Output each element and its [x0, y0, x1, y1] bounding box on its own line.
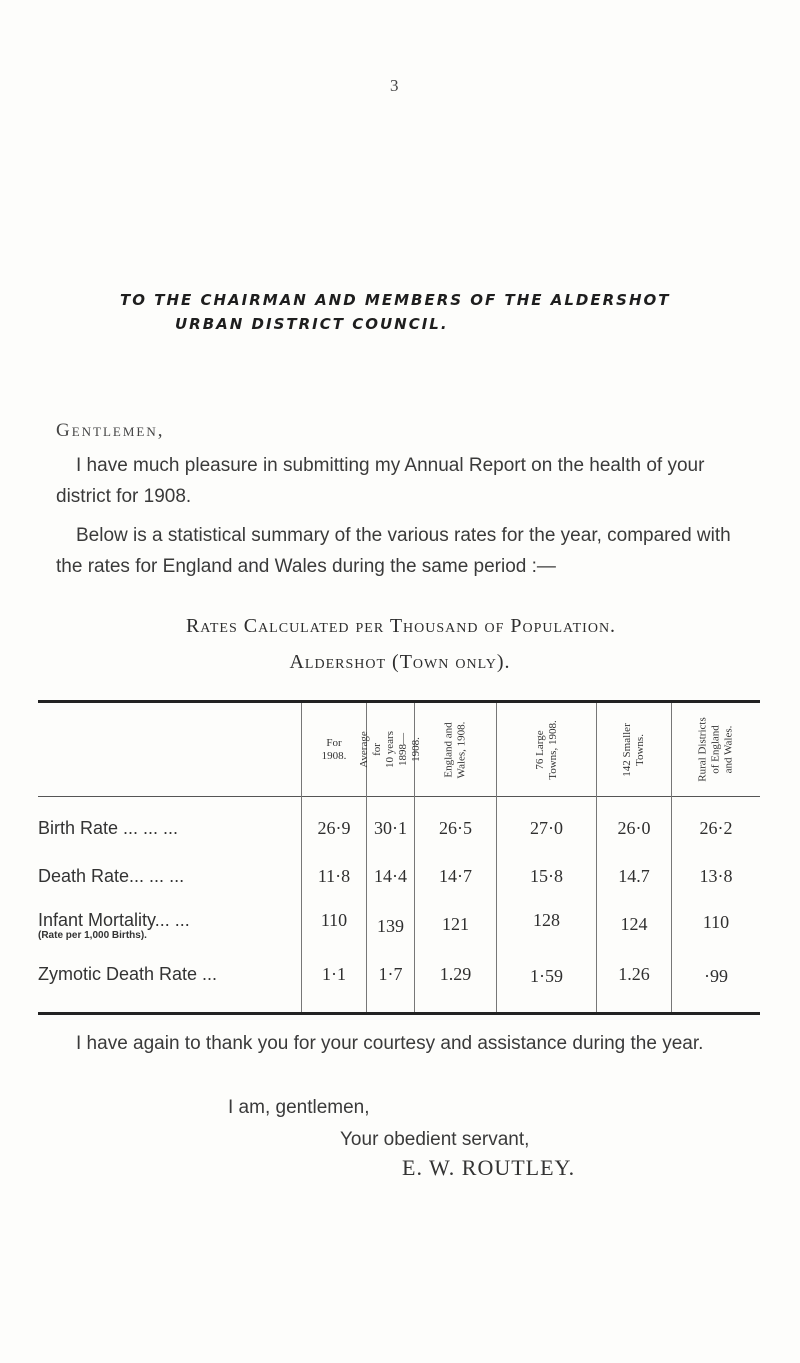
summary-paragraph: Below is a statistical summary of the various rates for the year, compared with the rates for England and Wales during the same period :— — [56, 525, 731, 577]
column-header-label: 142 Smaller Towns. — [621, 722, 646, 777]
column-header-label: Average for 10 years 1898—1908. — [358, 731, 422, 768]
table-cell: 1.26 — [618, 964, 650, 984]
table-cell: 26·2 — [699, 818, 733, 838]
column-header-label: 76 Large Towns, 1908. — [533, 719, 559, 780]
table-cell: 11·8 — [317, 866, 351, 886]
column-header — [497, 703, 596, 796]
column-header — [415, 703, 496, 796]
rates-subtitle: Aldershot (Town only). — [289, 651, 511, 673]
table-cell: 26·9 — [317, 818, 351, 838]
row-label-note: (Rate per 1,000 Births). — [38, 930, 147, 941]
table-cell: 30·1 — [374, 818, 407, 838]
table-cell: 1·1 — [322, 964, 346, 984]
signature: E. W. ROUTLEY. — [402, 1155, 576, 1180]
table-cell: 1·59 — [530, 966, 563, 986]
column-header-label: For 1908. — [321, 736, 347, 762]
column-header-label: England and Wales, 1908. — [442, 721, 468, 778]
table-cell: 14·4 — [374, 866, 407, 886]
table-cell: 1.29 — [439, 964, 472, 984]
page-number: 3 — [390, 76, 399, 95]
closing-paragraph: I have again to thank you for your courtesy and assistance during the year. — [76, 1033, 704, 1054]
row-label-zymotic-death-rate: Zymotic Death Rate ... — [38, 964, 218, 984]
address-heading-line-1: TO THE CHAIRMAN AND MEMBERS OF THE ALDERSHOT — [120, 291, 671, 309]
row-label-infant-mortality — [38, 910, 300, 941]
table-cell: 124 — [620, 914, 648, 934]
rates-table — [38, 700, 760, 1016]
table-bottom-rule — [38, 1012, 760, 1015]
table-cell: 26·5 — [439, 818, 472, 838]
closing-line-am: I am, gentlemen, — [228, 1097, 370, 1118]
table-cell: 14·7 — [439, 866, 472, 886]
salutation: Gentlemen, — [56, 420, 165, 441]
table-cell: 13·8 — [699, 866, 733, 886]
row-label-death-rate: Death Rate... ... ... — [38, 866, 185, 886]
column-header — [302, 703, 366, 796]
intro-paragraph: I have much pleasure in submitting my Annual Report on the health of your district for 1908. — [56, 455, 705, 507]
row-label-birth-rate: Birth Rate ... ... ... — [38, 818, 179, 838]
table-cell: 121 — [442, 914, 469, 934]
table-cell: 27·0 — [530, 818, 563, 838]
table-cell: 139 — [377, 916, 404, 936]
address-heading — [120, 288, 740, 336]
column-header — [597, 703, 671, 796]
closing-line-servant: Your obedient servant, — [340, 1129, 530, 1150]
table-cell: 26·0 — [617, 818, 651, 838]
table-cell: 14.7 — [618, 866, 650, 886]
row-label-text: Infant Mortality... ... — [38, 910, 190, 930]
rates-title: Rates Calculated per Thousand of Population. — [185, 615, 617, 637]
table-cell: 128 — [533, 910, 560, 930]
table-cell: 1·7 — [378, 964, 403, 984]
column-header — [672, 703, 760, 796]
table-cell: 110 — [320, 910, 348, 930]
column-header — [358, 703, 422, 796]
table-header-rule — [38, 796, 760, 797]
column-header-label: Rural Districts of England and Wales. — [696, 717, 735, 782]
address-heading-line-2: URBAN DISTRICT COUNCIL. — [175, 315, 449, 333]
table-cell: 110 — [702, 912, 730, 932]
table-cell: ·99 — [704, 966, 728, 986]
table-cell: 15·8 — [530, 866, 563, 886]
